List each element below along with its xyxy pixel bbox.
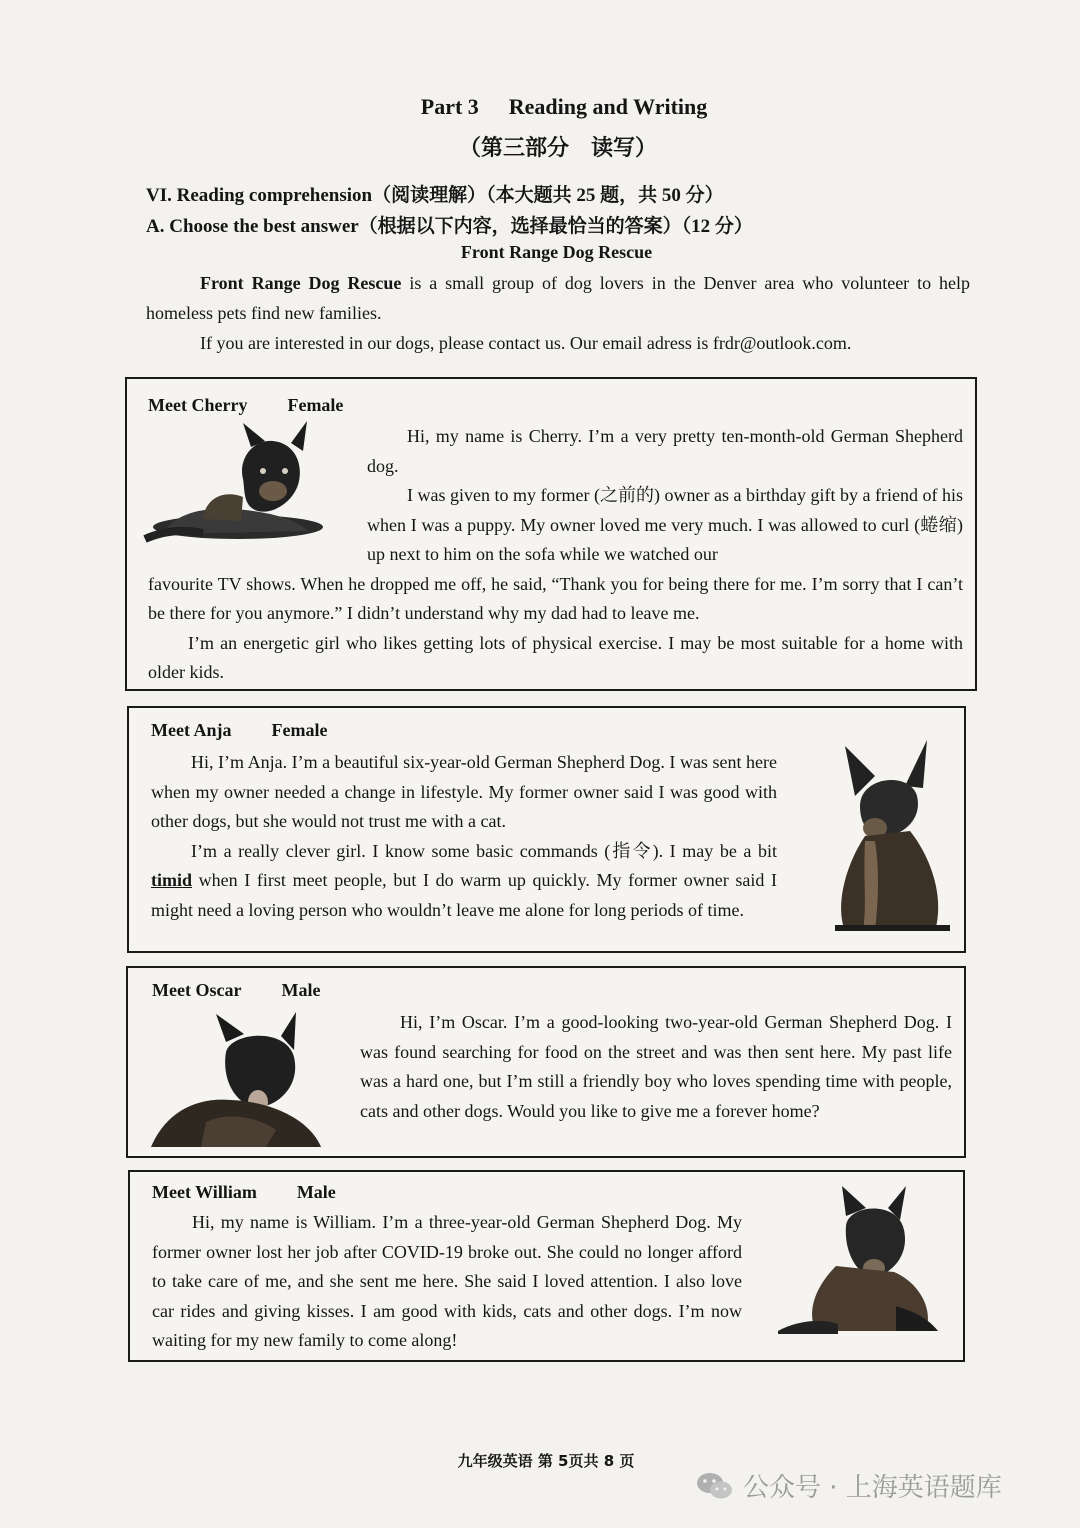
dog-card-cherry [125,377,977,691]
anja-paragraph-1: Hi, I’m Anja. I’m a beautiful six-year-old German Shepherd Dog. I was sent here when my owner needed a change in lifestyle. My former owner said I was good with other dogs, but she would not trust me with a cat. [151,752,777,831]
wechat-icon [695,1469,735,1503]
part-title [0,94,1080,120]
card-heading [152,1182,336,1203]
section-a-heading: A. Choose the best answer（根据以下内容，选择最恰当的答案）（12 分） [146,216,753,237]
dog-name: Meet Cherry [148,395,248,415]
card-heading [151,720,327,741]
card-heading [152,980,320,1001]
card-text-top [367,422,963,481]
dog-sex: Male [296,1182,336,1202]
watermark [695,1467,1002,1504]
cherry-paragraph-2-cont: favourite TV shows. When he dropped me off, he said, “Thank you for being there for me. I’m sorry that I can’t be there for you anymore.” I didn’t understand why my dad had to leave me. [148,573,963,623]
card-text-bottom [148,481,963,688]
underlined-word: timid [151,870,193,890]
anja-p2-start: I’m a really clever girl. I know some basic commands (指令). I may be a bit [191,840,777,861]
lying-dog-photo [776,1186,942,1336]
dog-card-anja [127,706,966,953]
cherry-paragraph-3: I’m an energetic girl who likes getting lots of physical exercise. I may be most suitable for a home with older kids. [148,632,963,682]
card-text [152,1208,742,1356]
intro-paragraph [146,268,970,328]
intro-org-name: Front Range Dog Rescue [200,273,402,293]
part-subtitle: （第三部分 读写） [458,135,657,160]
card-text [360,1008,952,1126]
dog-sex: Female [271,720,328,740]
contact-paragraph: If you are interested in our dogs, please contact us. Our email adress is frdr@outlook.com. [200,333,852,353]
anja-p2-end: when I first meet people, but I do warm up quickly. My former owner said I might need a loving person who wouldn’t leave me alone for long periods of time. [151,870,777,920]
dog-name: Meet William [152,1182,257,1202]
dog-name: Meet Anja [151,720,232,740]
part-name: Reading and Writing [508,94,708,119]
dog-name: Meet Oscar [152,980,242,1000]
dog-card-oscar [126,966,966,1158]
dog-sex: Female [287,395,344,415]
dog-sex: Male [281,980,321,1000]
william-paragraph-1: Hi, my name is William. I’m a three-year-old German Shepherd Dog. My former owner lost her job after COVID-19 broke out. She could no longer afford to take care of me, and she sent me here. She said I loved attention. I also love car rides and giving kisses. I am good with kids, cats and other dogs. I’m now waiting for my new family to come along! [152,1212,742,1350]
sitting-dog-photo [805,736,955,936]
watermark-text: 公众号 · 上海英语题库 [743,1473,1002,1503]
oscar-paragraph-1: Hi, I’m Oscar. I’m a good-looking two-year-old German Shepherd Dog. I was found searching for food on the street and was then sent here. My past life was a hard one, but I’m still a friendly boy who loves spending time with people, cats and other dogs. Would you like to give me a forever home? [360,1012,952,1121]
anja-paragraph-2 [151,837,777,926]
cherry-paragraph-2: I was given to my former (之前的) owner as a birthday gift by a friend of his when I was a puppy. My owner loved me very much. I was allowed to curl (蜷缩) up next to him on the sofa while we watched our [367,485,963,564]
card-text [151,748,777,925]
lying-dog-photo [146,1012,326,1152]
section-vi-heading: VI. Reading comprehension（阅读理解）（本大题共 25 题，共 50 分） [146,185,724,206]
page-footer: 九年级英语 第 5页共 8 页 [457,1452,635,1470]
dog-card-william [128,1170,965,1362]
intro-text: is a small group of dog lovers in the Denver area who volunteer to help homeless pets find new families. [146,273,971,323]
card-heading [148,395,343,416]
part-label: Part 3 [420,94,479,119]
article-title: Front Range Dog Rescue [460,242,653,262]
cherry-paragraph-1: Hi, my name is Cherry. I’m a very pretty ten-month-old German Shepherd dog. [367,426,963,476]
article-intro [146,268,970,358]
